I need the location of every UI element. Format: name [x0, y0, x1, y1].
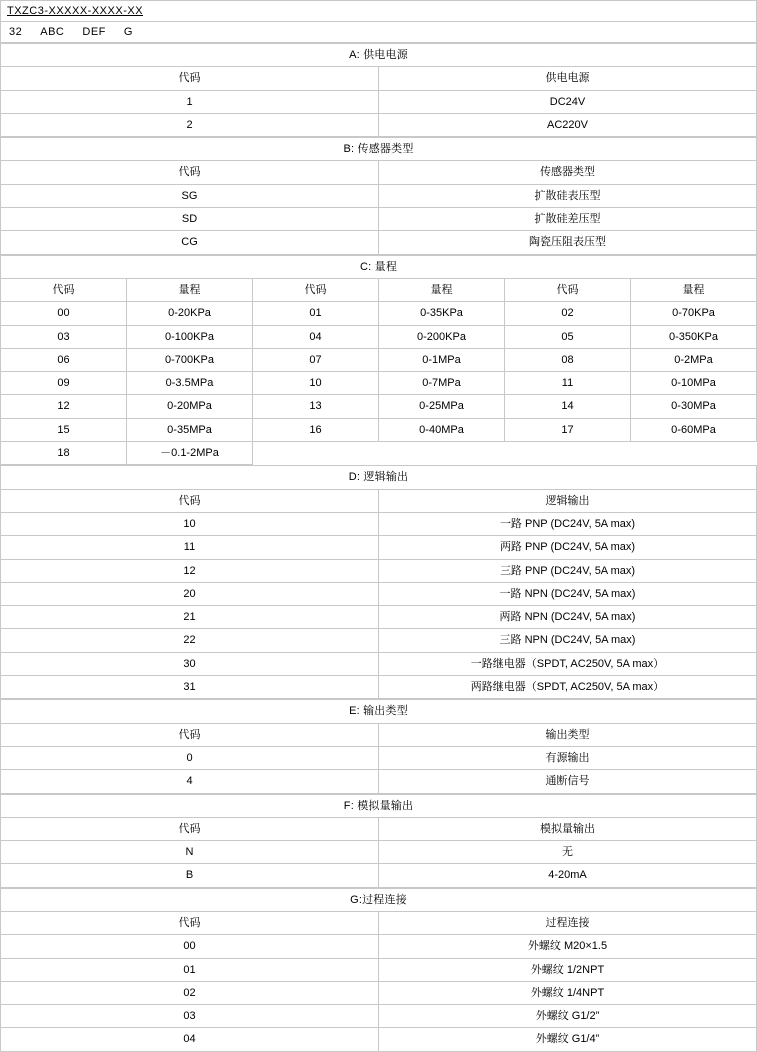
section-table-c: [0, 255, 757, 466]
table-cell: 扩散硅差压型: [379, 208, 757, 231]
table-cell: 01: [1, 958, 379, 981]
table-row: [1, 652, 757, 675]
table-row: [1, 958, 757, 981]
table-cell: SG: [1, 184, 379, 207]
table-cell: 0-35MPa: [127, 418, 253, 441]
section-table-e: [0, 699, 757, 793]
table-cell: 4-20mA: [379, 864, 757, 887]
table-cell: 0-40MPa: [379, 418, 505, 441]
table-cell: 0-700KPa: [127, 348, 253, 371]
table-row: [1, 184, 757, 207]
column-header-cell: 量程: [631, 278, 757, 301]
table-cell: 三路 PNP (DC24V, 5A max): [379, 559, 757, 582]
column-header-cell: 代码: [1, 723, 379, 746]
table-cell: 0-350KPa: [631, 325, 757, 348]
table-row: [1, 325, 757, 348]
table-cell: 陶瓷压阻表压型: [379, 231, 757, 254]
column-header-cell: 代码: [253, 278, 379, 301]
column-header-cell: 供电电源: [379, 67, 757, 90]
section-table-g: [0, 888, 757, 1052]
table-row: [1, 606, 757, 629]
section-title: G:过程连接: [1, 888, 757, 911]
table-cell: 15: [1, 418, 127, 441]
column-header-cell: 传感器类型: [379, 161, 757, 184]
column-header-cell: 量程: [127, 278, 253, 301]
table-cell: 11: [505, 372, 631, 395]
section-title: C: 量程: [1, 255, 757, 278]
sections-container: [0, 43, 757, 1052]
table-row: [1, 372, 757, 395]
table-cell: 0-25MPa: [379, 395, 505, 418]
table-cell: 外螺纹 1/4NPT: [379, 981, 757, 1004]
column-header-row: [1, 723, 757, 746]
table-cell: 外螺纹 M20×1.5: [379, 935, 757, 958]
section-title: B: 传感器类型: [1, 138, 757, 161]
legend-item-1: ABC: [40, 26, 65, 38]
table-cell: 4: [1, 770, 379, 793]
table-row: [1, 1028, 757, 1051]
table-cell: 无: [379, 841, 757, 864]
table-cell: 08: [505, 348, 631, 371]
section-table-b: [0, 137, 757, 254]
table-row: [1, 536, 757, 559]
table-row: [1, 442, 757, 465]
table-cell: 00: [1, 302, 127, 325]
table-cell: 04: [253, 325, 379, 348]
table-cell: 03: [1, 325, 127, 348]
column-header-cell: 代码: [1, 911, 379, 934]
table-cell: DC24V: [379, 90, 757, 113]
column-header-cell: 代码: [1, 67, 379, 90]
table-cell: B: [1, 864, 379, 887]
table-cell: 04: [1, 1028, 379, 1051]
table-row: [1, 582, 757, 605]
table-cell: N: [1, 841, 379, 864]
table-cell: 有源输出: [379, 746, 757, 769]
table-row: [1, 302, 757, 325]
table-cell: 12: [1, 395, 127, 418]
model-legend: [1, 22, 757, 43]
legend-item-2: DEF: [82, 26, 106, 38]
table-cell: 16: [253, 418, 379, 441]
table-cell: 一路继电器（SPDT, AC250V, 5A max）: [379, 652, 757, 675]
column-header-cell: 量程: [379, 278, 505, 301]
table-row: [1, 395, 757, 418]
section-header-row: [1, 794, 757, 817]
table-cell: 05: [505, 325, 631, 348]
table-cell: 01: [253, 302, 379, 325]
table-cell: 12: [1, 559, 379, 582]
section-table-a: [0, 43, 757, 137]
table-cell: 通断信号: [379, 770, 757, 793]
table-row: [1, 676, 757, 699]
table-cell: 0-20MPa: [127, 395, 253, 418]
section-title: E: 输出类型: [1, 700, 757, 723]
table-cell: 0-10MPa: [631, 372, 757, 395]
table-cell: 三路 NPN (DC24V, 5A max): [379, 629, 757, 652]
table-cell: 外螺纹 1/2NPT: [379, 958, 757, 981]
section-header-row: [1, 255, 757, 278]
table-row: [1, 559, 757, 582]
section-title: F: 模拟量输出: [1, 794, 757, 817]
table-row: [1, 512, 757, 535]
table-row: [1, 864, 757, 887]
table-cell: 06: [1, 348, 127, 371]
table-cell: 02: [1, 981, 379, 1004]
table-cell: 0-35KPa: [379, 302, 505, 325]
column-header-cell: 过程连接: [379, 911, 757, 934]
model-code-row: [1, 1, 757, 22]
column-header-row: [1, 817, 757, 840]
column-header-cell: 逻辑输出: [379, 489, 757, 512]
table-cell: 一路 NPN (DC24V, 5A max): [379, 582, 757, 605]
table-cell: 0-200KPa: [379, 325, 505, 348]
table-cell: 03: [1, 1005, 379, 1028]
section-header-row: [1, 138, 757, 161]
table-row: [1, 629, 757, 652]
table-row: [1, 348, 757, 371]
table-cell: 0: [1, 746, 379, 769]
table-cell: 0-100KPa: [127, 325, 253, 348]
table-cell: 22: [1, 629, 379, 652]
table-cell: 02: [505, 302, 631, 325]
section-title: D: 逻辑输出: [1, 466, 757, 489]
table-cell: －0.1-2MPa: [127, 442, 253, 465]
table-cell: 0-1MPa: [379, 348, 505, 371]
model-code-text: TXZC3-XXXXX-XXXX-XX: [1, 1, 757, 22]
table-cell-empty: [253, 442, 757, 465]
table-row: [1, 418, 757, 441]
model-legend-row: [1, 22, 757, 43]
column-header-cell: 代码: [505, 278, 631, 301]
table-cell: 07: [253, 348, 379, 371]
column-header-row: [1, 911, 757, 934]
table-cell: 两路 NPN (DC24V, 5A max): [379, 606, 757, 629]
table-cell: 外螺纹 G1/4”: [379, 1028, 757, 1051]
table-cell: 一路 PNP (DC24V, 5A max): [379, 512, 757, 535]
column-header-row: [1, 489, 757, 512]
table-cell: 扩散硅表压型: [379, 184, 757, 207]
table-cell: 31: [1, 676, 379, 699]
table-cell: 0-20KPa: [127, 302, 253, 325]
table-cell: 20: [1, 582, 379, 605]
table-cell: 13: [253, 395, 379, 418]
table-cell: 0-30MPa: [631, 395, 757, 418]
legend-item-3: G: [123, 26, 133, 38]
table-cell: 09: [1, 372, 127, 395]
table-row: [1, 208, 757, 231]
column-header-cell: 代码: [1, 817, 379, 840]
section-table-f: [0, 794, 757, 888]
table-cell: 0-7MPa: [379, 372, 505, 395]
table-cell: 30: [1, 652, 379, 675]
table-cell: CG: [1, 231, 379, 254]
table-row: [1, 90, 757, 113]
table-cell: 外螺纹 G1/2”: [379, 1005, 757, 1028]
table-row: [1, 841, 757, 864]
column-header-row: [1, 278, 757, 301]
section-header-row: [1, 466, 757, 489]
column-header-row: [1, 67, 757, 90]
table-cell: 14: [505, 395, 631, 418]
section-header-row: [1, 44, 757, 67]
table-cell: 18: [1, 442, 127, 465]
table-cell: 两路 PNP (DC24V, 5A max): [379, 536, 757, 559]
table-cell: 0-2MPa: [631, 348, 757, 371]
column-header-cell: 模拟量输出: [379, 817, 757, 840]
column-header-cell: 代码: [1, 278, 127, 301]
table-cell: 10: [253, 372, 379, 395]
column-header-cell: 代码: [1, 161, 379, 184]
table-row: [1, 935, 757, 958]
table-cell: 2: [1, 113, 379, 136]
table-cell: 两路继电器（SPDT, AC250V, 5A max）: [379, 676, 757, 699]
table-row: [1, 746, 757, 769]
table-cell: 11: [1, 536, 379, 559]
column-header-cell: 代码: [1, 489, 379, 512]
table-cell: 0-70KPa: [631, 302, 757, 325]
section-header-row: [1, 888, 757, 911]
table-row: [1, 231, 757, 254]
table-cell: 21: [1, 606, 379, 629]
table-row: [1, 770, 757, 793]
table-cell: 1: [1, 90, 379, 113]
section-title: A: 供电电源: [1, 44, 757, 67]
table-cell: 10: [1, 512, 379, 535]
table-cell: 00: [1, 935, 379, 958]
table-row: [1, 981, 757, 1004]
table-row: [1, 1005, 757, 1028]
section-header-row: [1, 700, 757, 723]
column-header-cell: 输出类型: [379, 723, 757, 746]
table-cell: 0-60MPa: [631, 418, 757, 441]
table-cell: SD: [1, 208, 379, 231]
table-cell: AC220V: [379, 113, 757, 136]
legend-item-0: 32: [9, 26, 23, 38]
column-header-row: [1, 161, 757, 184]
table-cell: 17: [505, 418, 631, 441]
model-code-header: [0, 0, 757, 43]
table-cell: 0-3.5MPa: [127, 372, 253, 395]
table-row: [1, 113, 757, 136]
section-table-d: [0, 465, 757, 699]
